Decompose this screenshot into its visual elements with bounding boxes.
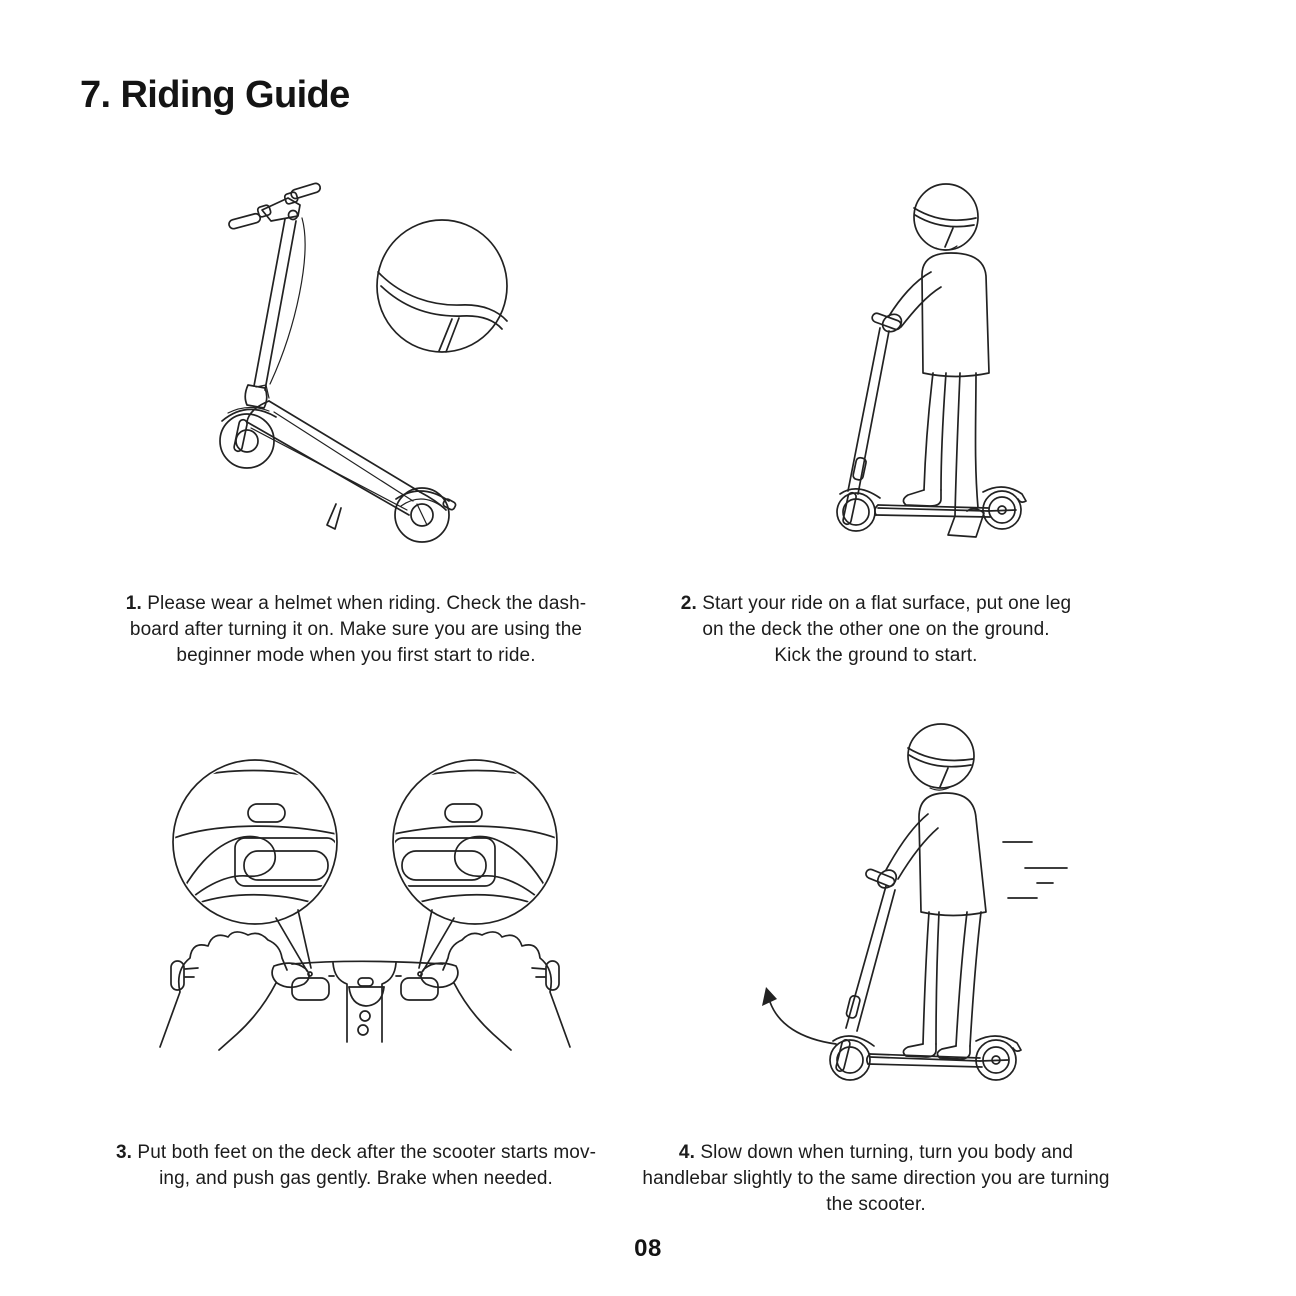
figure-step-2 xyxy=(800,160,1240,590)
caption-line: board after turning it on. Make sure you are using the xyxy=(129,619,583,640)
caption-step-1 xyxy=(66,591,646,669)
caption-line: the scooter. xyxy=(826,1194,926,1215)
page-number: 08 xyxy=(634,1235,662,1262)
scooter-and-helmet-illustration xyxy=(150,158,590,590)
figure-step-3 xyxy=(140,720,600,1120)
caption-line: on the deck the other one on the ground. xyxy=(702,619,1050,640)
caption-line: ing, and push gas gently. Brake when needed. xyxy=(159,1168,553,1189)
step-number: 4. xyxy=(678,1142,695,1163)
caption-line xyxy=(66,1140,646,1166)
caption-line: beginner mode when you first start to ride. xyxy=(176,645,536,666)
step-number: 1. xyxy=(125,593,142,614)
caption-step-3 xyxy=(66,1140,646,1192)
caption-step-2 xyxy=(586,591,1166,669)
caption-text: Please wear a helmet when riding. Check the dash- xyxy=(147,593,587,614)
caption-line: Kick the ground to start. xyxy=(774,645,978,666)
caption-line xyxy=(586,1140,1166,1166)
figure-step-4 xyxy=(740,700,1160,1130)
caption-text: Put both feet on the deck after the scooter starts mov- xyxy=(137,1142,596,1163)
throttle-brake-magnifier-illustration xyxy=(140,720,600,1120)
caption-text: Slow down when turning, turn you body and xyxy=(700,1142,1074,1163)
caption-line xyxy=(586,591,1166,617)
page-title: 7. Riding Guide xyxy=(80,74,350,116)
rider-kick-start-illustration xyxy=(800,160,1240,590)
caption-line xyxy=(66,591,646,617)
step-number: 2. xyxy=(680,593,697,614)
step-number: 3. xyxy=(115,1142,133,1163)
caption-step-4 xyxy=(586,1140,1166,1218)
caption-text: Start your ride on a flat surface, put one leg xyxy=(702,593,1072,614)
rider-turning-illustration xyxy=(740,700,1160,1130)
caption-line: handlebar slightly to the same direction you are turning xyxy=(642,1168,1110,1189)
figure-step-1 xyxy=(150,158,590,590)
